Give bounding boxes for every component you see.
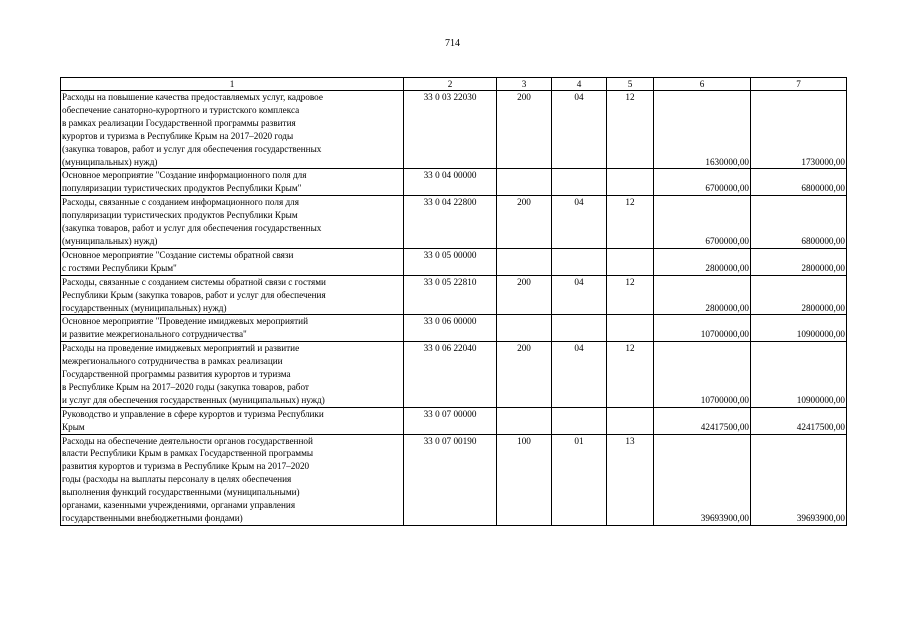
description-line: годы (расходы на выплаты персоналу в целях обеспечения	[62, 474, 292, 485]
description-line: популяризации туристических продуктов Республики Крым	[62, 210, 298, 221]
description-line: обеспечение санаторно-курортного и туристского комплекса	[62, 104, 300, 115]
expense-type-code: 200	[497, 342, 552, 408]
description-line: в рамках реализации Государственной программы развития	[62, 117, 296, 128]
expense-description	[61, 342, 404, 408]
description-line: Основное мероприятие "Создание системы обратной связи	[62, 249, 294, 260]
table-row	[61, 434, 847, 525]
description-line: Расходы на обеспечение деятельности органов государственной	[62, 435, 313, 446]
description-line: (закупка товаров, работ и услуг для обеспечения государственных	[62, 223, 322, 234]
budget-code: 33 0 06 22040	[404, 342, 497, 408]
budget-code: 33 0 05 00000	[404, 248, 497, 275]
table-row	[61, 315, 847, 342]
table-row	[61, 407, 847, 434]
description-line: межрегионального сотрудничества в рамках реализации	[62, 356, 283, 367]
expense-type-code: 200	[497, 275, 552, 315]
description-line: Государственной программы развития курортов и туризма	[62, 369, 291, 380]
description-line: и услуг для обеспечения государственных (муниципальных) нужд)	[62, 394, 325, 405]
section-code: 04	[552, 275, 607, 315]
description-line: (закупка товаров, работ и услуг для обеспечения государственных	[62, 143, 322, 154]
column-header: 2	[404, 78, 497, 91]
subsection-code	[607, 169, 654, 196]
description-line: Расходы, связанные с созданием системы обратной связи с гостями	[62, 276, 326, 287]
description-line: (муниципальных) нужд)	[62, 156, 158, 167]
amount-year-2: 39693900,00	[751, 434, 847, 525]
subsection-code	[607, 315, 654, 342]
budget-code: 33 0 04 22800	[404, 196, 497, 249]
amount-year-1: 39693900,00	[654, 434, 751, 525]
description-line: в Республике Крым на 2017–2020 годы (закупка товаров, работ	[62, 381, 309, 392]
expense-type-code	[497, 315, 552, 342]
subsection-code: 12	[607, 275, 654, 315]
amount-year-2: 2800000,00	[751, 275, 847, 315]
table-row	[61, 196, 847, 249]
description-line: Руководство и управление в сфере курортов и туризма Республики	[62, 408, 324, 419]
description-line: Крым	[62, 421, 85, 432]
section-code: 04	[552, 342, 607, 408]
description-line: органами, казенными учреждениями, органами управления	[62, 500, 296, 511]
expense-type-code	[497, 407, 552, 434]
subsection-code: 12	[607, 196, 654, 249]
expense-type-code: 200	[497, 196, 552, 249]
expense-description	[61, 248, 404, 275]
amount-year-1: 42417500,00	[654, 407, 751, 434]
description-line: Республики Крым (закупка товаров, работ и услуг для обеспечения	[62, 289, 326, 300]
amount-year-2: 42417500,00	[751, 407, 847, 434]
description-line: Расходы на проведение имиджевых мероприятий и развитие	[62, 343, 300, 354]
description-line: (муниципальных) нужд)	[62, 235, 158, 246]
column-header: 7	[751, 78, 847, 91]
amount-year-1: 1630000,00	[654, 91, 751, 169]
description-line: Расходы на повышение качества предоставляемых услуг, кадровое	[62, 92, 323, 102]
amount-year-1: 6700000,00	[654, 196, 751, 249]
expense-type-code: 200	[497, 91, 552, 169]
expense-type-code	[497, 248, 552, 275]
section-code	[552, 315, 607, 342]
page-number: 714	[445, 38, 460, 49]
expense-description	[61, 434, 404, 525]
budget-code: 33 0 07 00000	[404, 407, 497, 434]
budget-code: 33 0 07 00190	[404, 434, 497, 525]
table-header-row	[61, 78, 847, 91]
amount-year-1: 10700000,00	[654, 342, 751, 408]
budget-code: 33 0 05 22810	[404, 275, 497, 315]
amount-year-1: 10700000,00	[654, 315, 751, 342]
amount-year-1: 2800000,00	[654, 248, 751, 275]
budget-code: 33 0 06 00000	[404, 315, 497, 342]
expense-description	[61, 275, 404, 315]
description-line: развития курортов и туризма в Республике Крым на 2017–2020	[62, 461, 310, 472]
expense-description	[61, 169, 404, 196]
description-line: Основное мероприятие "Создание информационного поля для	[62, 170, 307, 181]
expense-type-code	[497, 169, 552, 196]
table-row	[61, 91, 847, 169]
description-line: выполнения функций государственными (муниципальными)	[62, 487, 300, 498]
column-header: 4	[552, 78, 607, 91]
expense-description	[61, 196, 404, 249]
description-line: государственными внебюджетными фондами)	[62, 513, 243, 523]
amount-year-2: 1730000,00	[751, 91, 847, 169]
column-header: 1	[61, 78, 404, 91]
subsection-code: 13	[607, 434, 654, 525]
section-code	[552, 169, 607, 196]
amount-year-1: 2800000,00	[654, 275, 751, 315]
expense-type-code: 100	[497, 434, 552, 525]
description-line: Основное мероприятие "Проведение имиджевых мероприятий	[62, 316, 308, 327]
section-code	[552, 407, 607, 434]
amount-year-2: 10900000,00	[751, 342, 847, 408]
amount-year-1: 6700000,00	[654, 169, 751, 196]
subsection-code	[607, 248, 654, 275]
description-line: с гостями Республики Крым"	[62, 262, 177, 273]
subsection-code: 12	[607, 91, 654, 169]
column-header: 3	[497, 78, 552, 91]
section-code: 04	[552, 196, 607, 249]
amount-year-2: 6800000,00	[751, 196, 847, 249]
description-line: курортов и туризма в Республике Крым на 2017–2020 годы	[62, 130, 294, 141]
description-line: популяризации туристических продуктов Республики Крым"	[62, 183, 302, 194]
description-line: и развитие межрегионального сотрудничества"	[62, 329, 247, 340]
budget-code: 33 0 04 00000	[404, 169, 497, 196]
budget-table	[60, 77, 847, 526]
table-row	[61, 342, 847, 408]
subsection-code	[607, 407, 654, 434]
table-row	[61, 275, 847, 315]
amount-year-2: 6800000,00	[751, 169, 847, 196]
table-row	[61, 169, 847, 196]
expense-description	[61, 407, 404, 434]
expense-description	[61, 315, 404, 342]
column-header: 5	[607, 78, 654, 91]
section-code: 01	[552, 434, 607, 525]
subsection-code: 12	[607, 342, 654, 408]
amount-year-2: 2800000,00	[751, 248, 847, 275]
description-line: государственных (муниципальных) нужд)	[62, 302, 227, 313]
section-code: 04	[552, 91, 607, 169]
column-header: 6	[654, 78, 751, 91]
amount-year-2: 10900000,00	[751, 315, 847, 342]
table-row	[61, 248, 847, 275]
expense-description	[61, 91, 404, 169]
budget-code: 33 0 03 22030	[404, 91, 497, 169]
description-line: Расходы, связанные с созданием информационного поля для	[62, 197, 299, 208]
description-line: власти Республики Крым в рамках Государственной программы	[62, 448, 314, 459]
section-code	[552, 248, 607, 275]
